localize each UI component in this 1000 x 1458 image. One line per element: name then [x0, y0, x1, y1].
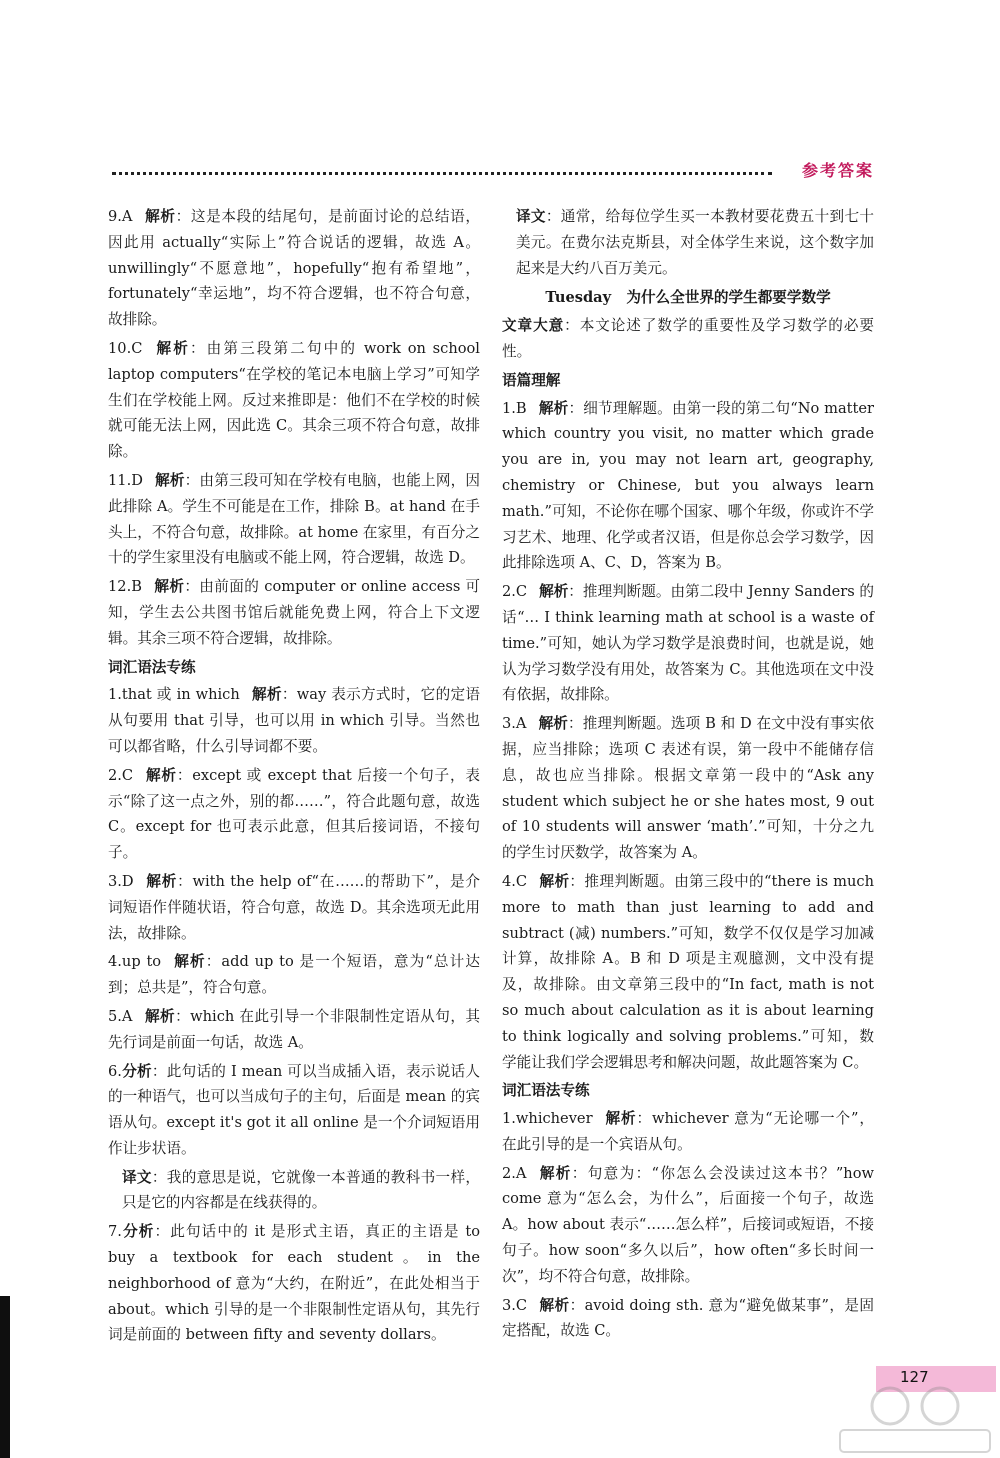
scan-edge-shadow — [0, 1296, 10, 1458]
item-text: ：细节理解题。由第一段的第二句“No matter which country you visit, no matter which grade you are in, you may not learn art, geography, chemistry or Chinese, but you always learn math.”可知，不论你在哪个国家、哪个年级，你或许不学习艺术、地理、化学或者汉语，但是你总会学习数学，因此排除选项 A、C、D，答案为 B。 — [502, 399, 874, 572]
item-text: ：way 表示方式时，它的定语从句要用 that 引导，也可以用 in which 引导。当然也可以都省略，什么引导词都不要。 — [108, 686, 480, 755]
item-text: ：except 或 except that 后接一个句子，表示“除了这一点之外，别的都……”，符合此题句意，故选 C。except for 也可表示此意，但其后接词语，不接句子。 — [108, 766, 480, 862]
answer-item — [502, 1161, 874, 1290]
section-heading: 词汇语法专练 — [502, 1082, 590, 1100]
item-number: 7. — [108, 1223, 122, 1241]
item-text: ：whichever 意为“无论哪一个”，在此引导的是一个宾语从句。 — [502, 1110, 874, 1153]
item-label: 解析 — [251, 686, 282, 704]
answer-item — [108, 763, 480, 866]
answer-item — [108, 1219, 480, 1348]
item-label: 解析 — [604, 1110, 637, 1128]
item-text: ：由第三段第二句中的 work on school laptop computers“在学校的笔记本电脑上学习”可知学生们在学校能上网。反过来推即是：他们不在学校的时候就可能无法上网，因此选 C。其余三项不符合句意，故排除。 — [108, 339, 480, 461]
item-number: 10.C — [108, 339, 143, 357]
item-number: 3.A — [502, 715, 527, 733]
item-label: 解析 — [144, 208, 176, 225]
item-number: 11.D — [108, 471, 143, 489]
item-number: 4.C — [502, 872, 528, 890]
item-number: 4.up to — [108, 953, 162, 971]
passage-summary — [502, 313, 874, 365]
item-number: 3.D — [108, 872, 134, 890]
answer-item — [108, 1004, 480, 1056]
item-label: 译文 — [122, 1168, 152, 1186]
answer-item — [108, 468, 480, 571]
item-number: 2.A — [502, 1164, 527, 1182]
item-label: 分析 — [121, 1223, 155, 1241]
item-text: ：add up to 是一个短语，意为“总计达到；总共是”，符合句意。 — [108, 953, 480, 997]
answer-item — [502, 1106, 874, 1158]
translation-note — [502, 204, 874, 281]
item-text: ：我的意思是说，它就像一本普通的教科书一样，只是它的内容都是在线获得的。 — [122, 1168, 480, 1212]
day-heading — [502, 285, 874, 311]
item-label: 解析 — [538, 399, 569, 417]
item-number: 1.whichever — [502, 1110, 593, 1128]
watermark-logo — [820, 1380, 1000, 1458]
item-number: 2.C — [108, 766, 134, 784]
item-text: ：本文论述了数学的重要性及学习数学的必要性。 — [502, 317, 874, 360]
item-label: 解析 — [145, 872, 178, 890]
passage-title: 为什么全世界的学生都要学数学 — [626, 289, 831, 307]
answer-item — [108, 336, 480, 465]
item-text: ：句意为：“你怎么会没读过这本书？”how come 意为“怎么会，为什么”，后面接一个句子，故选 A。how about 表示“……怎么样”，后接词或短语，不接句子。how soon“多久以后”，how often“多长时间一次”，均不符合句意，故排除。 — [502, 1164, 874, 1285]
item-number: 1.that 或 in which — [108, 686, 240, 704]
item-number: 1.B — [502, 399, 527, 417]
item-text: ：通常，给每位学生买一本教材要花费五十到七十美元。在费尔法克斯县，对全体学生来说，这个数字加起来是大约八百万美元。 — [516, 208, 874, 277]
item-text: ：推理判断题。由第三段中的“there is much more to math than just learning to add and subtract (减) numbers.”可知，数学不仅仅是学习加减计算，故排除 A。B 和 D 项是主观臆测，文中没有提及，故排除。由文章第三段中的“In fact, math is not so much about calculation as it is about learning to think logically and solving problems.”可知，数学能让我们学会逻辑思考和解决问题，故此题答案为 C。 — [502, 872, 874, 1071]
left-column — [108, 204, 480, 1351]
item-number: 5.A — [108, 1007, 133, 1025]
answer-item — [502, 869, 874, 1075]
item-text: ：with the help of“在……的帮助下”，是介词短语作伴随状语，符合句意，故选 D。其余选项无此用法，故排除。 — [108, 872, 480, 942]
item-label: 文章大意 — [502, 317, 565, 335]
section-heading: 词汇语法专练 — [108, 658, 196, 676]
day-name: Tuesday — [545, 289, 612, 307]
answer-item — [108, 949, 480, 1001]
item-text: ：which 在此引导一个非限制性定语从句，其先行词是前面一句话，故选 A。 — [108, 1007, 480, 1051]
item-text: ：推理判断题。选项 B 和 D 在文中没有事实依据，应当排除；选项 C 表述有误，第一段中不能储存信息，故也应当排除。根据文章第一段中的“Ask any student which subject he or she hates most, 9 out of 10 students will answer ‘math’.”可知，十分之九的学生讨厌数学，故答案为 A。 — [502, 715, 874, 862]
item-label: 解析 — [154, 471, 185, 489]
item-text: ：avoid doing sth. 意为“避免做某事”，是固定搭配，故选 C。 — [502, 1296, 874, 1340]
item-label: 解析 — [538, 1164, 572, 1182]
item-label: 解析 — [539, 1296, 570, 1314]
item-label: 译文 — [516, 208, 546, 225]
item-text: ：由第三段可知在学校有电脑，也能上网，因此排除 A。学生不可能是在工作，排除 B。at hand 在手头上，不符合句意，故排除。at home 在家里，有百分之十的学生家里没有电脑或不能上网，符合逻辑，故选 D。 — [108, 471, 480, 567]
answer-item — [502, 396, 874, 577]
translation-note — [108, 1165, 480, 1217]
item-number: 2.C — [502, 583, 528, 601]
answer-item — [108, 682, 480, 759]
item-number: 12.B — [108, 578, 142, 596]
header-title: 参考答案 — [801, 161, 874, 180]
page-number: 127 — [900, 1368, 929, 1386]
item-label: 分析 — [121, 1062, 152, 1080]
item-number: 6. — [108, 1062, 122, 1080]
item-label: 解析 — [539, 583, 569, 601]
item-label: 解析 — [539, 872, 570, 890]
page-header — [112, 158, 874, 186]
answer-item — [502, 579, 874, 708]
item-number: 3.C — [502, 1296, 528, 1314]
right-column — [502, 204, 874, 1347]
item-text: ：推理判断题。由第二段中 Jenny Sanders 的话“… I think learning math at school is a waste of time.”可知，她认为学习数学是浪费时间，也就是说，她认为学习数学没有用处，故答案为 C。其他选项在文中没有依据，故排除。 — [502, 583, 875, 704]
item-label: 解析 — [145, 766, 177, 784]
answer-item — [108, 574, 480, 651]
answer-item — [108, 869, 480, 946]
item-text: ：此句话的 I mean 可以当成插入语，表示说话人的一种语气，也可以当成句子的主句，后面是 mean 的宾语从句。except it's got it all online 是一个介词短语用作让步状语。 — [108, 1062, 480, 1157]
item-text: ：这是本段的结尾句，是前面讨论的总结语，因此用 actually“实际上”符合说话的逻辑，故选 A。unwillingly“不愿意地”，hopefully“抱有希望地”，fortunately“幸运地”，均不符合逻辑，也不符合句意，故排除。 — [108, 208, 480, 329]
answer-item — [108, 1059, 480, 1162]
item-text: ：此句话中的 it 是形式主语，真正的主语是 to buy a textbook for each student。in the neighborhood of 意为“大约，在附近”，在此处相当于 about。which 引导的是一个非限制性定语从句，其先行词是前面的 between fifty and seventy dollars。 — [108, 1223, 480, 1344]
header-dotted-rule — [112, 172, 772, 175]
item-label: 解析 — [173, 953, 206, 971]
section-heading: 语篇理解 — [502, 371, 561, 389]
answer-item — [108, 204, 480, 333]
item-label: 解析 — [153, 578, 185, 596]
item-text: ：由前面的 computer or online access 可知，学生去公共图书馆后就能免费上网，符合上下文逻辑。其余三项不符合逻辑，故排除。 — [108, 578, 480, 647]
item-number: 9.A — [108, 208, 133, 225]
answer-item — [502, 1293, 874, 1345]
answer-item — [502, 711, 874, 866]
item-label: 解析 — [538, 715, 568, 733]
item-label: 解析 — [154, 339, 190, 357]
item-label: 解析 — [144, 1007, 176, 1025]
